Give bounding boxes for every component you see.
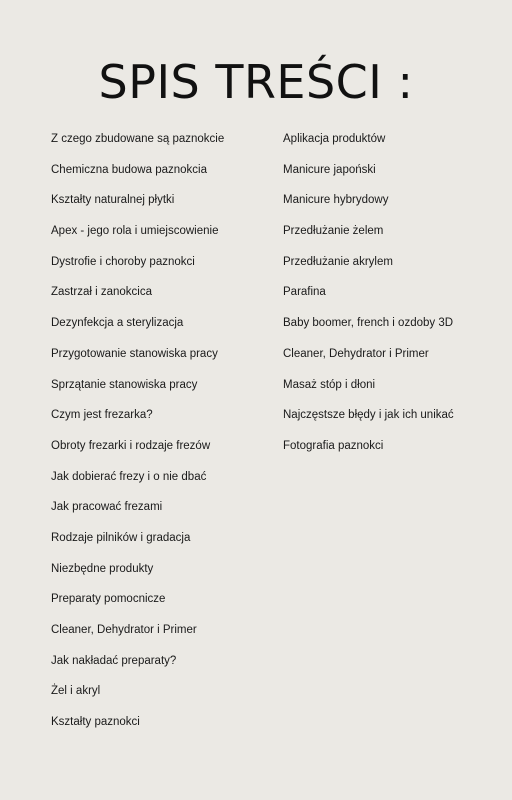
toc-item: Dezynfekcja a sterylizacja xyxy=(51,317,184,330)
toc-item: Cleaner, Dehydrator i Primer xyxy=(283,347,429,360)
toc-item: Sprzątanie stanowiska pracy xyxy=(51,378,198,391)
toc-item: Baby boomer, french i ozdoby 3D xyxy=(283,317,454,330)
toc-item: Masaż stóp i dłoni xyxy=(283,378,376,391)
toc-item: Manicure japoński xyxy=(283,163,376,176)
toc-item: Rodzaje pilników i gradacja xyxy=(51,531,191,544)
toc-item: Parafina xyxy=(283,286,326,299)
toc-item: Obroty frezarki i rodzaje frezów xyxy=(51,439,211,452)
toc-item: Żel i akryl xyxy=(51,685,101,698)
toc-item: Jak pracować frezami xyxy=(51,501,163,514)
toc-item: Jak nakładać preparaty? xyxy=(51,654,177,667)
toc-item: Manicure hybrydowy xyxy=(283,194,389,207)
toc-left-column xyxy=(51,124,266,738)
toc-item: Aplikacja produktów xyxy=(283,133,386,145)
toc-item: Preparaty pomocnicze xyxy=(51,593,166,606)
toc-item: Przygotowanie stanowiska pracy xyxy=(51,347,218,360)
toc-item: Zastrzał i zanokcica xyxy=(51,286,152,299)
toc-item: Fotografia paznokci xyxy=(283,439,384,452)
toc-item: Chemiczna budowa paznokcia xyxy=(51,163,207,176)
toc-item: Z czego zbudowane są paznokcie xyxy=(51,133,225,145)
toc-item: Jak dobierać frezy i o nie dbać xyxy=(51,470,207,483)
toc-item: Niezbędne produkty xyxy=(51,562,154,575)
toc-item: Kształty naturalnej płytki xyxy=(51,194,175,207)
toc-item: Cleaner, Dehydrator i Primer xyxy=(51,624,197,636)
toc-item: Kształty paznokci xyxy=(51,716,140,729)
toc-right-column xyxy=(283,124,498,462)
toc-item: Przedłużanie żelem xyxy=(283,225,384,238)
toc-item: Apex - jego rola i umiejscowienie xyxy=(51,225,219,238)
toc-item: Przedłużanie akrylem xyxy=(283,255,393,268)
toc-item: Dystrofie i choroby paznokci xyxy=(51,255,195,268)
toc-item: Czym jest frezarka? xyxy=(51,409,153,422)
page-title: SPIS TREŚCI : xyxy=(98,55,414,109)
toc-item: Najczęstsze błędy i jak ich unikać xyxy=(283,409,454,422)
